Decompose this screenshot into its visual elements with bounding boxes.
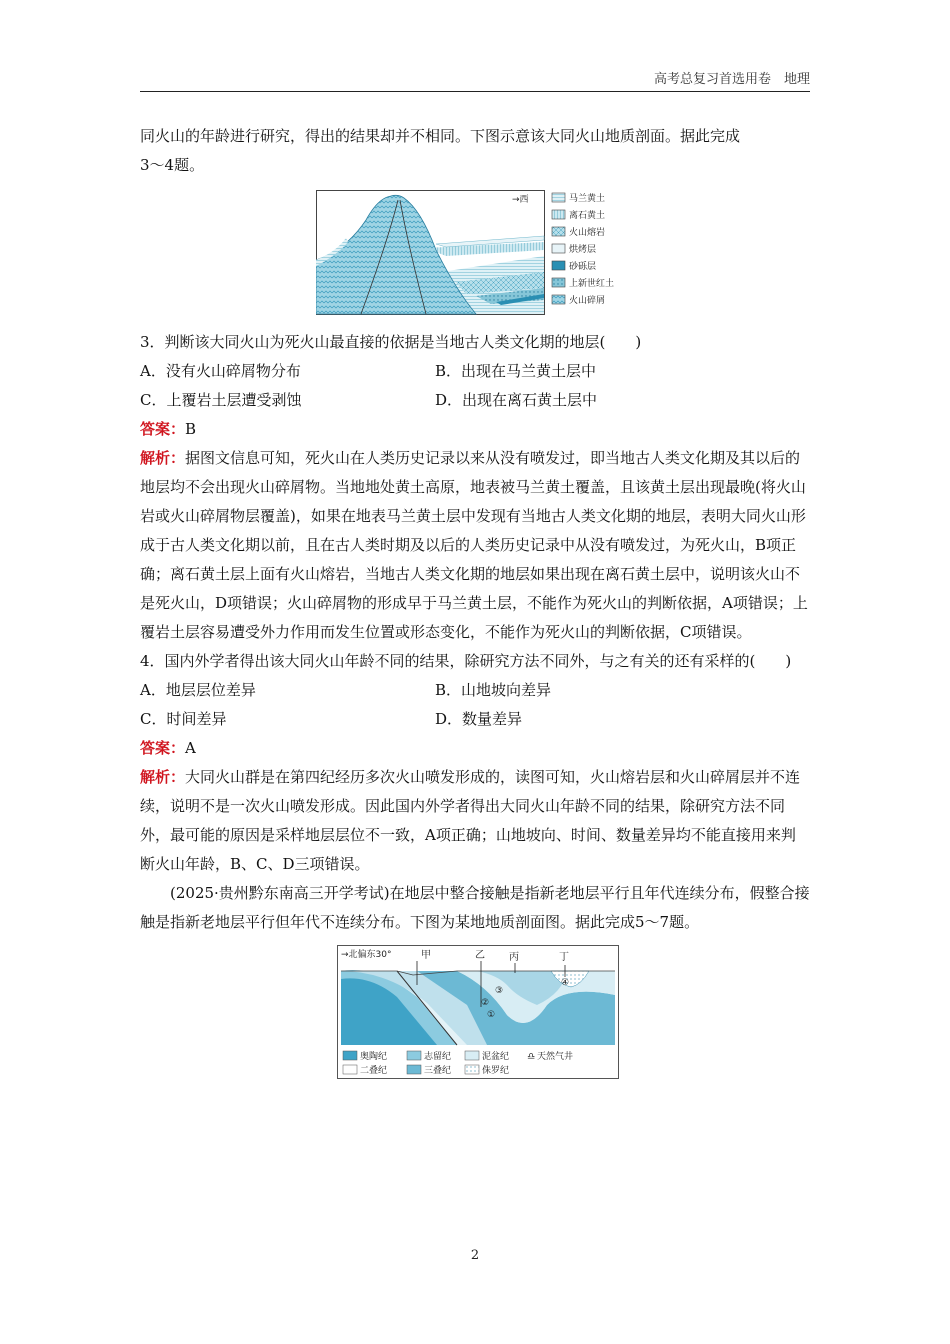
layer-marker: ② (481, 998, 490, 1008)
geologic-section-figure (337, 945, 619, 1079)
legend-item: 上新世红土 (569, 279, 615, 289)
analysis-text: 大同火山群是在第四纪经历多次火山喷发形成的，读图可知，火山熔岩层和火山碎屑层并不连续，说明不是一次火山喷发形成。因此国内外学者得出大同火山年龄不同的结果，除研究方法不同外，最可能的原因是采样地层层位不一致，A项正确；山地坡向、时间、数量差异均不能直接用来判断火山年龄，B、C、D三项错误。 (140, 768, 801, 873)
legend-item: 火山碎屑 (569, 296, 606, 306)
volcano-section-figure (316, 190, 636, 318)
legend-item: 天然气井 (537, 1052, 574, 1062)
page-number: 2 (470, 1248, 480, 1263)
page-content (140, 122, 810, 1083)
layer-marker: ④ (561, 978, 570, 988)
legend-item: 泥盆纪 (482, 1052, 510, 1062)
question-4-options-row-1 (140, 676, 810, 705)
legend-item: 烘烤层 (569, 245, 597, 255)
header-divider (140, 91, 810, 92)
direction-label: →北偏东30° (341, 950, 392, 960)
option-d: D．数量差异 (435, 710, 523, 728)
analysis-label: 解析： (140, 768, 186, 786)
legend-item: 三叠纪 (424, 1066, 452, 1076)
analysis-label: 解析： (140, 449, 186, 467)
question-3-options-row-1 (140, 357, 810, 386)
legend-item: 二叠纪 (360, 1066, 388, 1076)
direction-label: →西 (512, 195, 529, 205)
legend-item: 侏罗纪 (482, 1066, 510, 1076)
option-a: A．地层层位差异 (140, 681, 256, 699)
legend-item: 砂砾层 (569, 262, 597, 272)
analysis-text: 据图文信息可知，死火山在人类历史记录以来从没有喷发过，即当地古人类文化期及其以后的地层均不会出现火山碎屑物。当地地处黄土高原，地表被马兰黄土覆盖，且该黄土层出现最晚(将火山岩或火山碎屑物层覆盖)，如果在地表马兰黄土层中发现有当地古人类文化期的地层，表明大同火山形成于古人类文化期以前，且在古人类时期及以后的人类历史记录中从没有喷发过，为死火山，B项正确；离石黄土层上面有火山熔岩，当地古人类文化期的地层如果出现在离石黄土层中，说明该火山不是死火山，D项错误；火山碎屑物的形成早于马兰黄土层，不能作为死火山的判断依据，A项错误；上覆岩土层容易遭受外力作用而发生位置或形态变化，不能作为死火山的判断依据，C项错误。 (140, 449, 808, 641)
answer-value: B (185, 420, 197, 438)
running-header: 高考总复习首选用卷 地理 (653, 72, 810, 87)
option-c: C．上覆岩土层遭受剥蚀 (140, 391, 302, 409)
intro-line-2: 3～4题。 (140, 156, 205, 174)
question-4-options-row-2 (140, 705, 810, 734)
option-a: A．没有火山碎屑物分布 (140, 362, 301, 380)
layer-marker: ③ (495, 986, 504, 996)
question-4-answer (140, 734, 810, 763)
site-label: 乙 (475, 950, 485, 961)
legend-item: 离石黄土 (569, 211, 606, 221)
answer-label: 答案： (140, 420, 186, 438)
legend-item: 马兰黄土 (569, 194, 606, 204)
option-b: B．出现在马兰黄土层中 (435, 362, 597, 380)
intro-line-1: 同火山的年龄进行研究，得出的结果却并不相同。下图示意该大同火山地质剖面。据此完成 (140, 127, 741, 145)
question-3-answer (140, 415, 810, 444)
site-label: 甲 (421, 950, 431, 961)
figure1-legend (552, 192, 614, 306)
site-label: 丁 (559, 952, 569, 963)
option-d: D．出现在离石黄土层中 (435, 391, 598, 409)
question-4-analysis (140, 763, 810, 879)
legend-item: 火山熔岩 (569, 228, 606, 238)
question-4-stem: 4．国内外学者得出该大同火山年龄不同的结果，除研究方法不同外，与之有关的还有采样的( ) (140, 652, 792, 670)
question-3-options-row-2 (140, 386, 810, 415)
answer-label: 答案： (140, 739, 186, 757)
gas-well-icon: ♎ (527, 1052, 536, 1062)
legend-item: 志留纪 (424, 1052, 452, 1062)
option-c: C．时间差异 (140, 710, 227, 728)
section-intro-5-7: (2025·贵州黔东南高三开学考试)在地层中整合接触是指新老地层平行且年代连续分布，假整合接触是指新老地层平行但年代不连续分布。下图为某地地质剖面图。据此完成5～7题。 (140, 884, 810, 931)
question-3-analysis (140, 444, 810, 647)
answer-value: A (185, 739, 196, 757)
legend-item: 奥陶纪 (360, 1052, 388, 1062)
layer-marker: ① (487, 1010, 496, 1020)
option-b: B．山地坡向差异 (435, 681, 552, 699)
site-label: 丙 (509, 952, 519, 963)
question-3-stem: 3．判断该大同火山为死火山最直接的依据是当地古人类文化期的地层( ) (140, 333, 642, 351)
